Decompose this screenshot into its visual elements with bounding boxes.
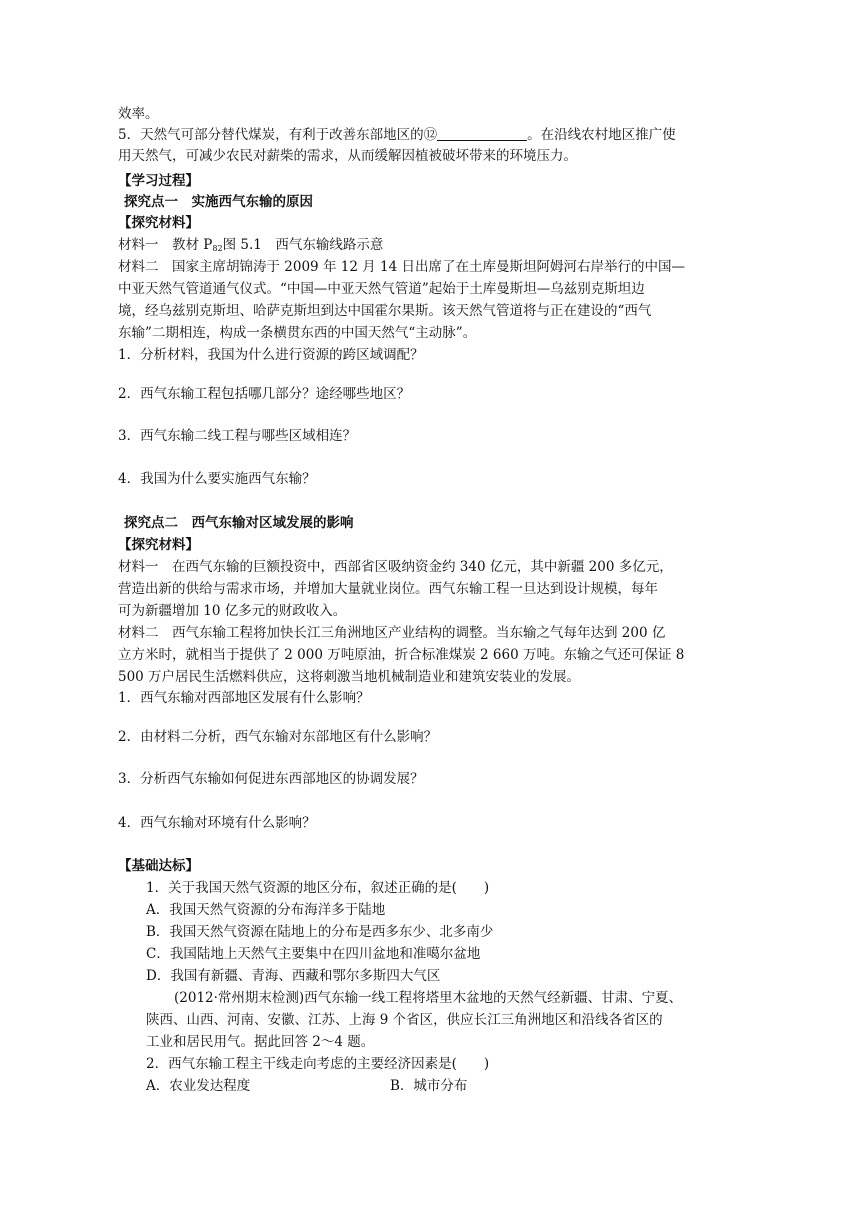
text-line: 营造出新的供给与需求市场，并增加大量就业岗位。西气东输工程一旦达到设计规模，每年 bbox=[118, 581, 658, 597]
section-heading-basic-practice: 【基础达标】 bbox=[118, 858, 199, 874]
question: 2．由材料二分析，西气东输对东部地区有什么影响？ bbox=[118, 729, 438, 745]
answer-option-a: A．我国天然气资源的分布海洋多于陆地 bbox=[146, 902, 386, 918]
subheading-materials: 【探究材料】 bbox=[118, 215, 199, 231]
question: 4．西气东输对环境有什么影响？ bbox=[118, 815, 316, 831]
exercise-question: 1．关于我国天然气资源的地区分布，叙述正确的是( ) bbox=[146, 880, 490, 896]
text-fragment: 图 5.1 西气东输线路示意 bbox=[222, 237, 384, 253]
question: 4．我国为什么要实施西气东输？ bbox=[118, 471, 316, 487]
question: 1．西气东输对西部地区发展有什么影响？ bbox=[118, 690, 370, 706]
text-line: 境，经乌兹别克斯坦、哈萨克斯坦到达中国霍尔果斯。该天然气管道将与正在建设的“西气 bbox=[118, 303, 652, 319]
question: 3．分析西气东输如何促进东西部地区的协调发展？ bbox=[118, 771, 424, 787]
section-heading-learning-process: 【学习过程】 bbox=[118, 173, 199, 189]
section-heading-point-two: 探究点二 西气东输对区域发展的影响 bbox=[124, 515, 354, 531]
answer-options-row bbox=[146, 1076, 742, 1097]
page-subscript: 82 bbox=[212, 244, 223, 253]
answer-option-d: D．我国有新疆、青海、西藏和鄂尔多斯四大气区 bbox=[146, 968, 441, 984]
circled-number-mark: ⑫ bbox=[423, 127, 438, 143]
text-line: 材料二 西气东输工程将加快长江三角洲地区产业结构的调整。当东输之气每年达到 200 亿 bbox=[118, 625, 666, 641]
question: 1．分析材料，我国为什么进行资源的跨区域调配？ bbox=[118, 347, 424, 363]
text-line: 效率。 bbox=[118, 106, 159, 122]
exercise-question: 2．西气东输工程主干线走向考虑的主要经济因素是( ) bbox=[146, 1056, 490, 1072]
question: 3．西气东输二线工程与哪些区域相连？ bbox=[118, 428, 357, 444]
subheading-materials: 【探究材料】 bbox=[118, 537, 199, 553]
section-heading-point-one: 探究点一 实施西气东输的原因 bbox=[124, 194, 313, 210]
text-fragment: 5．天然气可部分替代煤炭，有利于改善东部地区的 bbox=[118, 127, 424, 143]
answer-option-b: B．城市分布 bbox=[390, 1078, 468, 1094]
answer-option-b: B．我国天然气资源在陆地上的分布是西多东少、北多南少 bbox=[146, 924, 494, 940]
answer-option-a: A．农业发达程度 bbox=[146, 1078, 251, 1094]
text-line: 东输”二期相连，构成一条横贯东西的中国天然气“主动脉”。 bbox=[118, 325, 477, 341]
question-stem: (2012·常州期末检测)西气东输一线工程将塔里木盆地的天然气经新疆、甘肃、宁夏、 bbox=[174, 990, 683, 1006]
text-line: 500 万户居民生活燃料供应，这将刺激当地机械制造业和建筑安装业的发展。 bbox=[118, 669, 581, 685]
text-fragment: 。在沿线农村地区推广使 bbox=[527, 127, 676, 143]
answer-option-c: C．我国陆地上天然气主要集中在四川盆地和准噶尔盆地 bbox=[146, 946, 481, 962]
text-fragment: 材料一 教材 P bbox=[118, 237, 213, 253]
text-line: 可为新疆增加 10 亿多元的财政收入。 bbox=[118, 603, 347, 619]
text-line: 材料一 在西气东输的巨额投资中，西部省区吸纳资金约 340 亿元，其中新疆 200 多亿元， bbox=[118, 559, 673, 575]
text-line: 材料二 国家主席胡锦涛于 2009 年 12 月 14 日出席了在土库曼斯坦阿姆河右岸举行的中国— bbox=[118, 259, 685, 275]
text-line: 用天然气，可减少农民对薪柴的需求，从而缓解因植被破坏带来的环境压力。 bbox=[118, 148, 577, 164]
text-line: 立方米时，就相当于提供了 2 000 万吨原油，折合标准煤炭 2 660 万吨。东输之气还可保证 8 bbox=[118, 647, 685, 663]
text-line bbox=[118, 125, 742, 146]
question-stem: 工业和居民用气。据此回答 2～4 题。 bbox=[146, 1034, 375, 1050]
text-line: 中亚天然气管道通气仪式。“中国—中亚天然气管道”起始于土库曼斯坦—乌兹别克斯坦边 bbox=[118, 281, 645, 297]
question-stem: 陕西、山西、河南、安徽、江苏、上海 9 个省区，供应长江三角洲地区和沿线各省区的 bbox=[146, 1012, 663, 1028]
material-one-line bbox=[118, 235, 742, 259]
question: 2．西气东输工程包括哪几部分？途经哪些地区？ bbox=[118, 386, 411, 402]
fill-blank[interactable] bbox=[437, 126, 527, 141]
